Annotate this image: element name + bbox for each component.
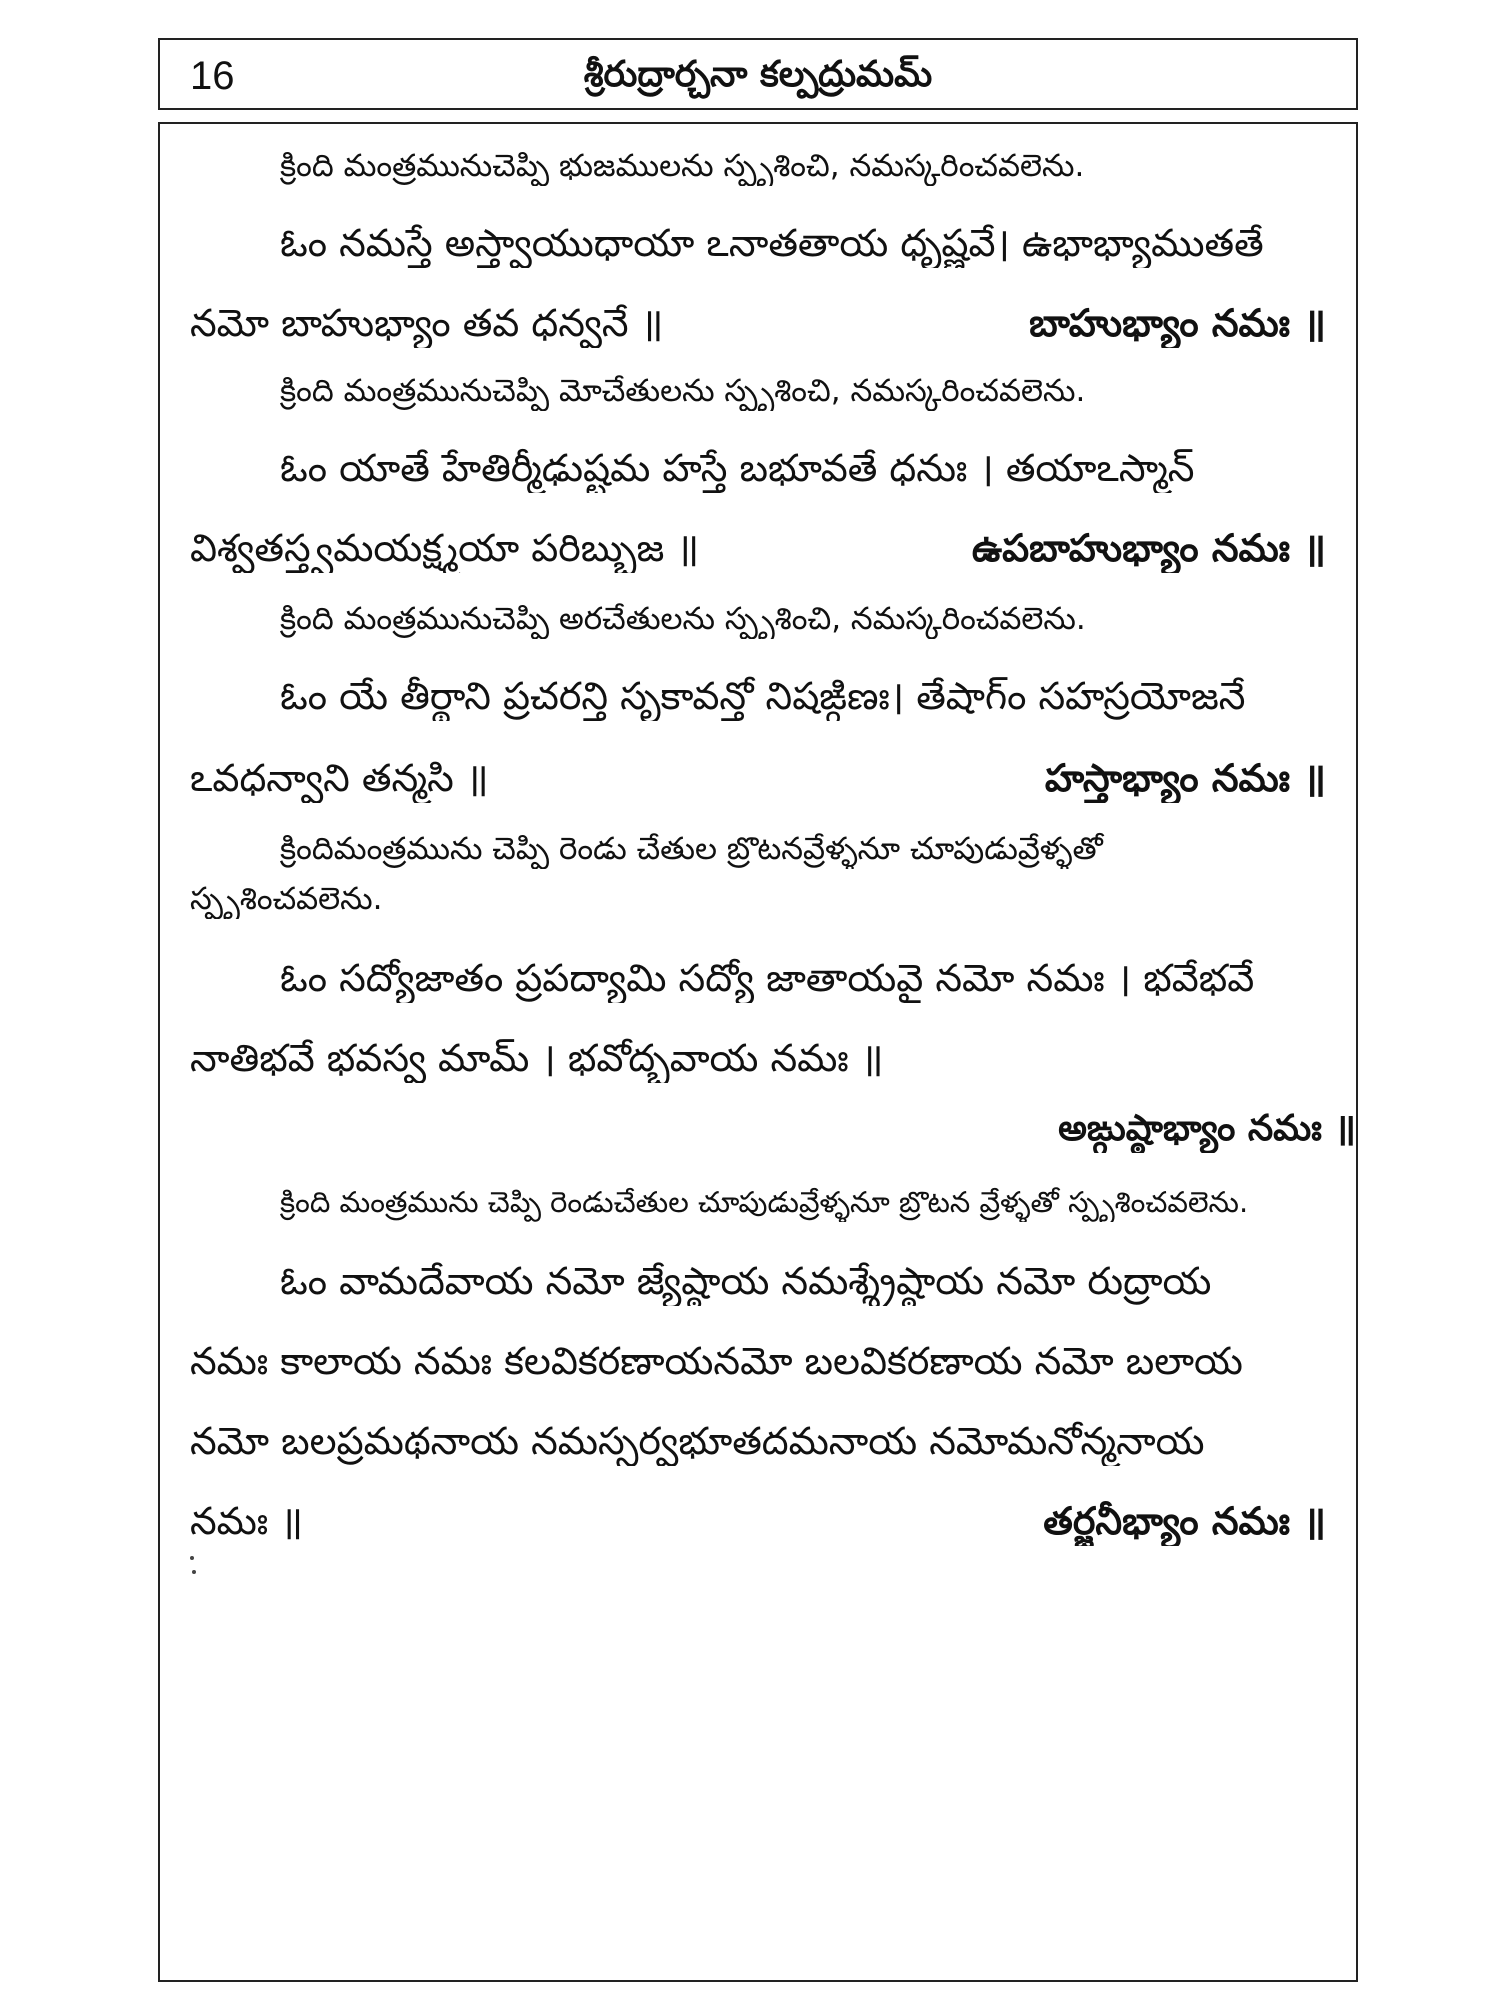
instruction-text: క్రింది మంత్రమునుచెప్పి మోచేతులను స్పృశించి, నమస్కరించవలెను. [280, 373, 1086, 409]
mantra-line-with-caption [190, 1497, 1326, 1546]
mantra-line: ఓం యే తీర్థాని ప్రచరన్తి సృకావన్తో నిషఙ్గిణః। తేషాగ్ం సహస్రయోజనే [280, 674, 1246, 718]
mantra-line: నమః కాలాయ నమః కలవికరణాయనమో బలవికరణాయ నమో బలాయ [190, 1339, 1243, 1383]
nyasa-caption: అఙ్గుష్ఠాభ్యాం నమః ॥ [1058, 1108, 1356, 1149]
page-header [158, 38, 1358, 110]
mantra-line-with-caption [190, 299, 1326, 348]
mantra-line: నమో బాహుభ్యాం తవ ధన్వనే ॥ [190, 301, 664, 345]
mantra-line: నమః ॥ [190, 1499, 303, 1543]
instruction-text: స్పృశించవలెను. [190, 881, 383, 917]
content-frame [158, 122, 1358, 1982]
mantra-line-with-caption [190, 754, 1326, 803]
mantra-line: ఓం నమస్తే అస్త్వాయుధాయా ఽనాతతాయ ధృష్ణవే। ఉభాభ్యాముతతే [280, 221, 1264, 265]
mantra-line-with-caption [190, 524, 1326, 573]
instruction-text: క్రింది మంత్రమునుచెప్పి భుజములను స్పృశించి, నమస్కరించవలెను. [280, 148, 1085, 184]
mantra-line: ఽవధన్వాని తన్మసి ॥ [190, 756, 489, 800]
scan-speck [190, 1556, 194, 1560]
nyasa-caption: బాహుభ్యాం నమః ॥ [1029, 301, 1326, 345]
mantra-line: నాతిభవే భవస్వ మామ్ । భవోద్భవాయ నమః ॥ [190, 1036, 884, 1080]
instruction-text: క్రింది మంత్రమును చెప్పి రెండుచేతుల చూపుడువ్రేళ్ళనూ బ్రొటన వ్రేళ్ళతో స్పృశించవలెను. [280, 1185, 1249, 1219]
mantra-line: ఓం వామదేవాయ నమో జ్యేష్ఠాయ నమశ్శ్రేష్ఠాయ నమో రుద్రాయ [280, 1259, 1212, 1303]
instruction-text: క్రింది మంత్రమునుచెప్పి అరచేతులను స్పృశించి, నమస్కరించవలెను. [280, 601, 1086, 637]
mantra-line: ఓం సద్యోజాతం ప్రపద్యామి సద్యో జాతాయవై నమో నమః । భవేభవే [280, 956, 1255, 1000]
mantra-line: ఓం యాతే హేతిర్మీఢుష్టమ హస్తే బభూవతే ధనుః । తయాఽస్మాన్ [280, 446, 1195, 490]
scan-speck [192, 1570, 196, 1574]
nyasa-caption: తర్జనీభ్యాం నమః ॥ [1043, 1499, 1326, 1543]
mantra-line: నమో బలప్రమథనాయ నమస్సర్వభూతదమనాయ నమోమనోన్మనాయ [190, 1419, 1205, 1463]
nyasa-caption: హస్తాభ్యాం నమః ॥ [1044, 756, 1326, 800]
book-title: శ్రీరుద్రార్చనా కల్పద్రుమమ్ [583, 54, 933, 95]
page-number: 16 [190, 54, 235, 98]
mantra-line: విశ్వతస్త్వమయక్ష్మయా పరిబ్భుజ ॥ [190, 526, 700, 570]
instruction-text: క్రిందిమంత్రమును చెప్పి రెండు చేతుల బ్రొటనవ్రేళ్ళనూ చూపుడువ్రేళ్ళతో [280, 831, 1103, 867]
nyasa-caption: ఉపబాహుభ్యాం నమః ॥ [971, 526, 1326, 570]
